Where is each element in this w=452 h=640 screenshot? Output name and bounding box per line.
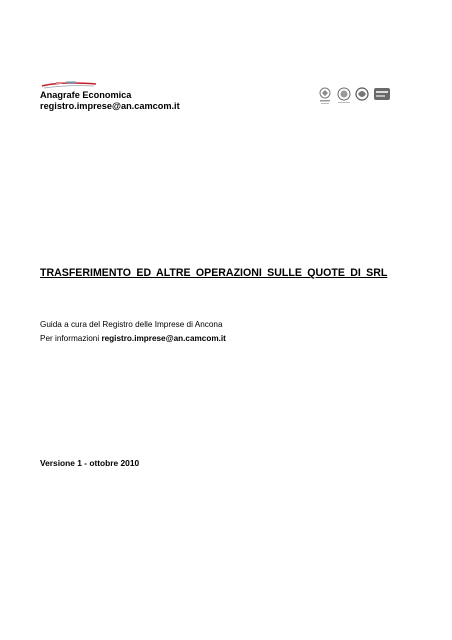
info-line (40, 334, 226, 344)
seal-icon (338, 88, 350, 103)
info-prefix: Per informazioni (40, 334, 102, 343)
quality-certification-icon (320, 88, 330, 104)
cert-badge-icon (374, 88, 390, 100)
guide-credit: Guida a cura del Registro delle Imprese di Ancona (40, 320, 223, 329)
document-title: TRASFERIMENTO ED ALTRE OPERAZIONI SULLE QUOTE DI SRL (40, 267, 388, 279)
certification-logos (318, 84, 392, 106)
laurel-seal-icon (356, 88, 368, 100)
camera-commercio-logo-icon (40, 80, 98, 90)
header-organization: Anagrafe Economica (40, 90, 132, 100)
info-email-link[interactable]: registro.imprese@an.camcom.it (101, 334, 226, 343)
version-label: Versione 1 - ottobre 2010 (40, 458, 140, 468)
header-email: registro.imprese@an.camcom.it (40, 101, 180, 111)
